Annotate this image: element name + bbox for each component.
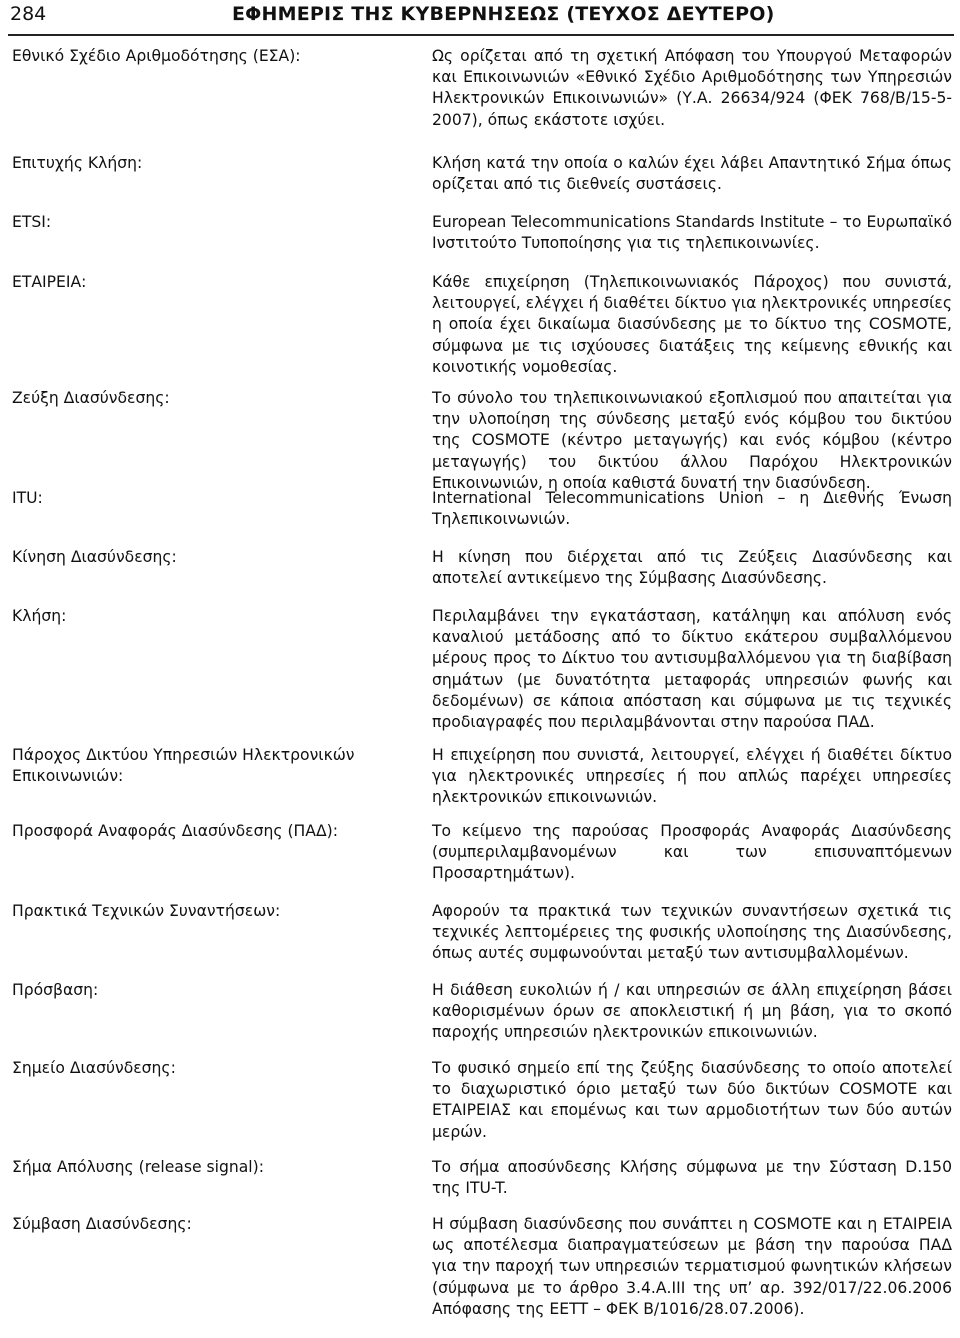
term-successful-call: Επιτυχής Κλήση: bbox=[12, 154, 143, 172]
definition-call: Περιλαμβάνει την εγκατάσταση, κατάληψη και απόλυση ενός καναλιού μετάδοσης από το δίκτυο εκάτερου συμβαλλόμενου μέρους προς το Δίκτυο του αντισυμβαλλόμενου για τη διαβίβαση σημάτων (με δυνατότητα μεταφοράς υπηρεσιών φωνής και δεδομένων) σε κάποια απόσταση και σύμφωνα με τις τεχνικές προδιαγραφές που περιλαμβάνονται στην παρούσα ΠΑΔ. bbox=[432, 607, 952, 732]
term-release-signal: Σήμα Απόλυσης (release signal): bbox=[12, 1158, 264, 1176]
definition-interconnection-point: Το φυσικό σημείο επί της ζεύξης διασύνδεσης το οποίο αποτελεί το διαχωριστικό όριο μεταξύ των δύο δικτύων COSMOTE και ΕΤΑΙΡΕΙΑΣ και επομένως και των αρμοδιοτήτων των δύο αυτών μερών. bbox=[432, 1059, 952, 1141]
definition-esa: Ως ορίζεται από τη σχετική Απόφαση του Υπουργού Μεταφορών και Επικοινωνιών «Εθνικό Σχέδιο Αριθμοδότησης των Υπηρεσιών Ηλεκτρονικών Επικοινωνιών» (Υ.Α. 26634/924 (ΦΕΚ 768/Β/15-5-2007), όπως εκάστοτε ισχύει. bbox=[432, 47, 952, 129]
definition-technical-minutes: Αφορούν τα πρακτικά των τεχνικών συναντήσεων σχετικά τις τεχνικές λεπτομέρειες της φυσικής υλοποίησης της Διασύνδεσης, όπως αυτές συμφωνούνται μεταξύ των αντισυμβαλλομένων. bbox=[432, 902, 952, 963]
term-interconnection-link: Ζεύξη Διασύνδεσης: bbox=[12, 389, 170, 407]
term-esa: Εθνικό Σχέδιο Αριθμοδότησης (ΕΣΑ): bbox=[12, 47, 301, 65]
term-call: Κλήση: bbox=[12, 607, 67, 625]
definition-network-provider: Η επιχείρηση που συνιστά, λειτουργεί, ελέγχει ή διαθέτει δίκτυο για ηλεκτρονικές υπηρεσίες ή που απλώς παρέχει υπηρεσίες ηλεκτρονικών επικοινωνιών. bbox=[432, 746, 952, 807]
term-access: Πρόσβαση: bbox=[12, 981, 99, 999]
term-reference-offer: Προσφορά Αναφοράς Διασύνδεσης (ΠΑΔ): bbox=[12, 822, 338, 840]
definition-etsi: European Telecommunications Standards Institute – το Ευρωπαϊκό Ινστιτούτο Τυποποίησης για τις τηλεπικοινωνίες. bbox=[432, 213, 952, 253]
term-etsi: ETSI: bbox=[12, 213, 52, 231]
term-interconnection-agreement: Σύμβαση Διασύνδεσης: bbox=[12, 1215, 192, 1233]
journal-title: ΕΦΗΜΕΡΙΣ ΤΗΣ ΚΥΒΕΡΝΗΣΕΩΣ (ΤΕΥΧΟΣ ΔΕΥΤΕΡΟ) bbox=[232, 3, 775, 25]
term-itu: ITU: bbox=[12, 489, 43, 507]
page-header bbox=[0, 0, 960, 30]
term-network-provider: Πάροχος Δικτύου Υπηρεσιών Ηλεκτρονικών Επικοινωνιών: bbox=[12, 746, 355, 786]
term-interconnection-traffic: Κίνηση Διασύνδεσης: bbox=[12, 548, 177, 566]
definition-interconnection-agreement: Η σύμβαση διασύνδεσης που συνάπτει η COSMOTE και η ΕΤΑΙΡΕΙΑ ως αποτέλεσμα διαπραγματεύσεων με βάση την παρούσα ΠΑΔ για την παροχή των υπηρεσιών τερματισμού φωνητικών κλήσεων (σύμφωνα με το άρθρο 3.4.Α.ΙΙΙ της υπ’ αρ. 392/017/22.06.2006 Απόφασης της ΕΕΤΤ – ΦΕΚ Β/1016/28.07.2006). bbox=[432, 1215, 952, 1318]
definition-itu: International Telecommunications Union – η Διεθνής Ένωση Τηλεπικοινωνιών. bbox=[432, 489, 952, 529]
header-divider bbox=[8, 34, 954, 36]
definition-successful-call: Κλήση κατά την οποία ο καλών έχει λάβει Απαντητικό Σήμα όπως ορίζεται από τις διεθνείς συστάσεις. bbox=[432, 154, 952, 194]
page-number: 284 bbox=[10, 3, 47, 25]
definition-access: Η διάθεση ευκολιών ή / και υπηρεσιών σε άλλη επιχείρηση βάσει καθορισμένων όρων σε αποκλειστική ή μη βάση, για το σκοπό παροχής υπηρεσιών ηλεκτρονικών επικοινωνιών. bbox=[432, 981, 952, 1042]
definition-interconnection-link: Το σύνολο του τηλεπικοινωνιακού εξοπλισμού που απαιτείται για την υλοποίηση της σύνδεσης μεταξύ ενός κόμβου του δικτύου της COSMOTE (κέντρο μεταγωγής) και ενός κόμβου (κέντρο μεταγωγής) του δικτύου άλλου Παρόχου Ηλεκτρονικών Επικοινωνιών, η οποία καθιστά δυνατή την διασύνδεση. bbox=[432, 389, 952, 492]
term-technical-minutes: Πρακτικά Τεχνικών Συναντήσεων: bbox=[12, 902, 281, 920]
definition-interconnection-traffic: Η κίνηση που διέρχεται από τις Ζεύξεις Διασύνδεσης και αποτελεί αντικείμενο της Σύμβασης Διασύνδεσης. bbox=[432, 548, 952, 588]
term-company: ΕΤΑΙΡΕΙΑ: bbox=[12, 273, 87, 291]
term-interconnection-point: Σημείο Διασύνδεσης: bbox=[12, 1059, 176, 1077]
definition-release-signal: Το σήμα αποσύνδεσης Κλήσης σύμφωνα με την Σύσταση D.150 της ITU-T. bbox=[432, 1158, 952, 1198]
definition-reference-offer: Το κείμενο της παρούσας Προσφοράς Αναφοράς Διασύνδεσης (συμπεριλαμβανομένων και των επισυναπτόμενων Προσαρτημάτων). bbox=[432, 822, 952, 883]
definition-company: Κάθε επιχείρηση (Τηλεπικοινωνιακός Πάροχος) που συνιστά, λειτουργεί, ελέγχει ή διαθέτει δίκτυο για ηλεκτρονικές υπηρεσίες η οποία έχει δικαίωμα διασύνδεσης με το δίκτυο της COSMOTE, σύμφωνα με τις ισχύουσες διατάξεις της κείμενης εθνικής και κοινοτικής νομοθεσίας. bbox=[432, 273, 952, 376]
